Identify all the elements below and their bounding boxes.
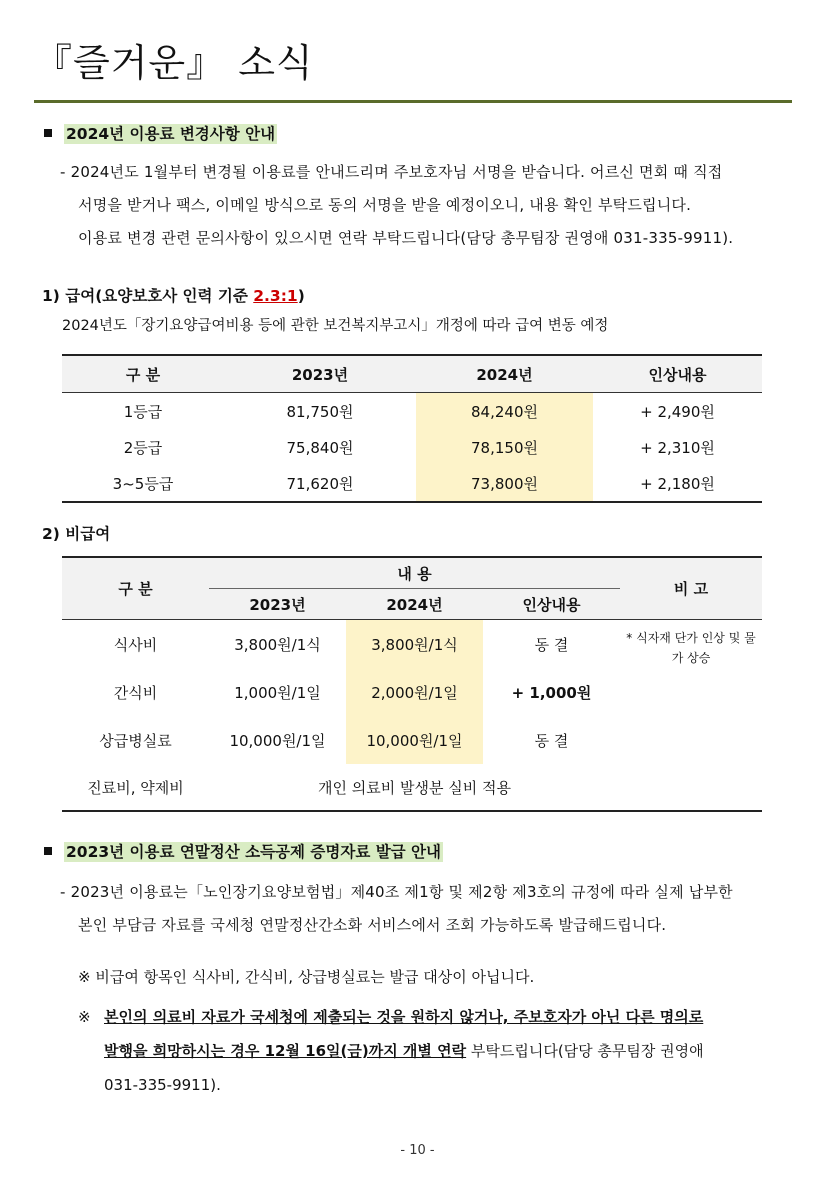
table-row [62, 465, 762, 502]
staffing-ratio: 2.3:1 [253, 287, 298, 305]
increase-cell: + 2,490원 [640, 402, 715, 421]
page-number: - 10 - [400, 1143, 435, 1158]
fee-2024-cell: 2,000원/1일 [346, 668, 483, 716]
category-cell: 식사비 [113, 635, 158, 654]
table-header-row [62, 355, 762, 393]
reference-mark: ※ [78, 1008, 91, 1026]
fee-2023-cell: 71,620원 [224, 465, 416, 502]
grade-cell: 2등급 [123, 438, 163, 457]
fee-2023-cell: 3,800원/1식 [234, 635, 321, 654]
remark-cell: * 식자재 단가 인상 및 물가 상승 [626, 631, 756, 665]
note-first-line [78, 1000, 798, 1034]
square-bullet-icon [44, 129, 52, 137]
fee-2023-cell: 1,000원/1일 [234, 683, 321, 702]
increase-cell: + 1,000원 [511, 683, 592, 702]
column-header: 인상내용 [593, 355, 762, 393]
column-header: 2023년 [224, 355, 416, 393]
fee-2023-cell: 75,840원 [286, 438, 354, 457]
fee-2024-cell: 78,150원 [416, 429, 593, 465]
column-header: 2024년 [346, 589, 483, 620]
benefit-heading-text: 1) 급여(요양보호사 인력 기준 [42, 287, 254, 305]
exclusion-note: ※ 비급여 항목인 식사비, 간식비, 상급병실료는 발급 대상이 아닙니다. [78, 968, 535, 986]
fee-2023-cell: 81,750원 [286, 402, 354, 421]
section-heading-fee-change [44, 122, 277, 144]
table-row [62, 764, 762, 811]
increase-cell: + 2,310원 [640, 438, 715, 457]
fee-2024-cell: 73,800원 [416, 465, 593, 502]
increase-cell: 동 결 [534, 731, 569, 750]
emphasis-text: 발행을 희망하시는 경우 12월 16일(금)까지 개별 연락 [104, 1042, 467, 1060]
paragraph-line: 이용료 변경 관련 문의사항이 있으시면 연락 부탁드립니다(담당 총무팀장 권영애 031-335-9911). [78, 229, 734, 247]
benefit-table [62, 354, 762, 503]
square-bullet-icon [44, 847, 52, 855]
grade-cell: 3~5등급 [62, 465, 224, 502]
title-divider [34, 100, 792, 103]
column-header: 내 용 [209, 557, 620, 589]
section-heading-text: 2024년 이용료 변경사항 안내 [66, 125, 276, 143]
category-cell: 간식비 [113, 683, 158, 702]
actual-cost-cell: 개인 의료비 발생분 실비 적용 [209, 764, 620, 811]
column-header: 구 분 [62, 557, 209, 620]
table-row [62, 429, 762, 465]
table-header-row [62, 557, 762, 589]
paragraph-line: - 2024년도 1월부터 변경될 이용료를 안내드리며 주보호자님 서명을 받습니다. 어르신 면회 때 직접 [60, 163, 723, 181]
column-header: 인상내용 [483, 589, 620, 620]
benefit-note: 2024년도「장기요양급여비용 등에 관한 보건복지부고시」개정에 따라 급여 변동 예정 [62, 318, 609, 334]
page-title: 『즐거운』 소식 [34, 41, 314, 85]
note-text: 부탁드립니다(담당 총무팀장 권영애 [466, 1042, 704, 1060]
section-heading-text: 2023년 이용료 연말정산 소득공제 증명자료 발급 안내 [66, 843, 441, 861]
column-header: 구 분 [62, 355, 224, 393]
fee-2023-cell: 10,000원/1일 [229, 731, 326, 750]
table-row [62, 393, 762, 430]
empty-remark-cell [620, 764, 762, 811]
increase-cell: + 2,180원 [593, 465, 762, 502]
nonbenefit-table [62, 556, 762, 812]
column-header: 2023년 [209, 589, 346, 620]
table-row [62, 620, 762, 669]
tax-certificate-paragraph [60, 876, 800, 942]
note-third-line: 031-335-9911). [104, 1076, 221, 1094]
fee-2024-cell: 3,800원/1식 [346, 620, 483, 669]
paragraph-line: 서명을 받거나 팩스, 이메일 방식으로 동의 서명을 받을 예정이오니, 내용 확인 부탁드립니다. [78, 196, 692, 214]
benefit-heading [42, 284, 305, 306]
benefit-heading-suffix: ) [297, 287, 305, 305]
column-header: 2024년 [416, 355, 593, 393]
fee-change-paragraph [60, 156, 800, 255]
emphasis-text: 본인의 의료비 자료가 국세청에 제출되는 것을 원하지 않거나, 주보호자가 아닌 다른 명의로 [104, 1008, 704, 1026]
contact-request-note [78, 1000, 798, 1102]
increase-cell: 동 결 [534, 635, 569, 654]
nonbenefit-heading: 2) 비급여 [42, 525, 111, 543]
section-heading-tax-certificate [44, 840, 443, 862]
column-header: 비 고 [620, 557, 762, 620]
category-cell: 상급병실료 [99, 731, 172, 750]
note-second-line [78, 1034, 798, 1068]
grade-cell: 1등급 [123, 402, 163, 421]
fee-2024-cell: 10,000원/1일 [346, 716, 483, 764]
category-cell: 진료비, 약제비 [62, 764, 209, 811]
paragraph-line: - 2023년 이용료는「노인장기요양보험법」제40조 제1항 및 제2항 제3호의 규정에 따라 실제 납부한 [60, 883, 733, 901]
paragraph-line: 본인 부담금 자료를 국세청 연말정산간소화 서비스에서 조회 가능하도록 발급해드립니다. [78, 916, 667, 934]
fee-2024-cell: 84,240원 [416, 393, 593, 430]
